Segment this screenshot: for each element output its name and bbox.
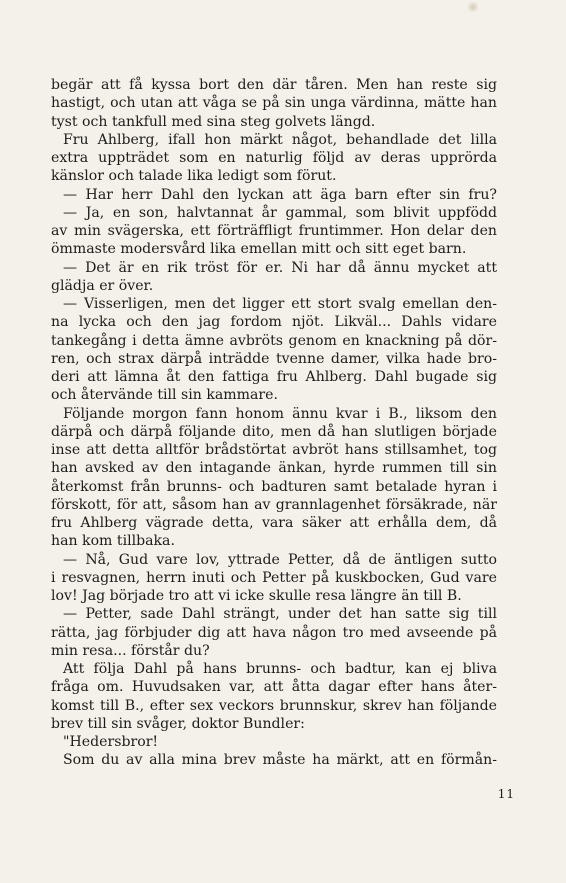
text-line: brev till sin svåger, doktor Bundler: xyxy=(51,715,305,732)
text-line: Att följa Dahl på hans brunns- och badtur, kan ej bliva xyxy=(63,661,497,677)
text-line: — Ja, en son, halvtannat år gammal, som blivit uppfödd xyxy=(63,204,497,221)
text-line: — Har herr Dahl den lyckan att äga barn efter sin fru? xyxy=(63,186,497,203)
text-line: — Det är en rik tröst för er. Ni har då ännu mycket att xyxy=(63,259,497,276)
text-line: han avsked av den intagande änkan, hyrde rummen till sin xyxy=(51,460,497,477)
text-line: återkomst från brunns- och badturen samt betalade hyran i xyxy=(51,478,497,495)
text-line: na lycka och den jag fordom njöt. Likväl... Dahls vidare xyxy=(51,314,497,331)
text-line: av min svägerska, ett förträffligt fruntimmer. Hon delar den xyxy=(51,223,497,239)
text-line: — Visserligen, men det ligger ett stort svalg emellan den- xyxy=(63,296,497,312)
text-line: min resa... förstår du? xyxy=(51,642,210,659)
text-line: fråga om. Huvudsaken var, att åtta dagar efter hans åter- xyxy=(51,679,497,696)
text-line: därpå och därpå följande dito, men då han slutligen började xyxy=(51,423,497,440)
text-line: inse att detta alltför brådstörtat avbröt hans stillsamhet, tog xyxy=(51,442,497,458)
text-line: glädja er över. xyxy=(51,277,154,294)
text-line: fru Ahlberg vägrade detta, vara säker att erhålla dem, då xyxy=(51,515,497,531)
text-line: lov! Jag började tro att vi icke skulle resa längre än till B. xyxy=(51,588,462,604)
text-line: Följande morgon fann honom ännu kvar i B., liksom den xyxy=(63,405,497,422)
text-line: — Petter, sade Dahl strängt, under det han satte sig till xyxy=(63,606,497,623)
text-line: ren, och strax därpå inträdde tvenne damer, vilka hade bro- xyxy=(51,350,497,367)
text-line: deri att lämna åt den fattiga fru Ahlberg. Dahl bugade sig xyxy=(51,369,497,385)
text-line: och återvände till sin kammare. xyxy=(51,387,278,404)
text-line: komst till B., efter sex veckors brunnskur, skrev han följande xyxy=(51,697,497,714)
text-line: hastigt, och utan att våga se på sin unga värdinna, mätte han xyxy=(51,95,497,112)
text-line: Som du av alla mina brev måste ha märkt, att en förmån- xyxy=(63,752,497,769)
text-line: tankegång i detta ämne avbröts genom en knackning på dör- xyxy=(51,332,497,349)
text-line: i resvagnen, herrn inuti och Petter på kuskbocken, Gud vare xyxy=(51,569,497,586)
text-line: — Nå, Gud vare lov, yttrade Petter, då de äntligen sutto xyxy=(63,551,497,568)
text-line: tyst och tankfull med sina steg golvets längd. xyxy=(51,113,376,130)
body-text xyxy=(51,76,497,770)
text-line: förskott, för att, såsom han av grannlagenhet försäkrade, när xyxy=(51,496,497,513)
paper-stain xyxy=(466,2,480,12)
text-line: rätta, jag förbjuder dig att hava någon tro med avseende på xyxy=(51,624,497,641)
text-line: känslor och talade lika ledigt som förut. xyxy=(51,168,337,185)
page-number: 11 xyxy=(497,787,515,801)
text-line: extra uppträdet som en naturlig följd av deras upprörda xyxy=(51,150,497,166)
text-line: Fru Ahlberg, ifall hon märkt något, behandlade det lilla xyxy=(63,131,497,148)
text-line: ömmaste modersvård lika emellan mitt och sitt eget barn. xyxy=(51,241,467,258)
text-line: "Hedersbror! xyxy=(63,734,159,750)
text-line: han kom tillbaka. xyxy=(51,533,175,550)
text-line: begär att få kyssa bort den där tåren. Men han reste sig xyxy=(51,77,497,93)
